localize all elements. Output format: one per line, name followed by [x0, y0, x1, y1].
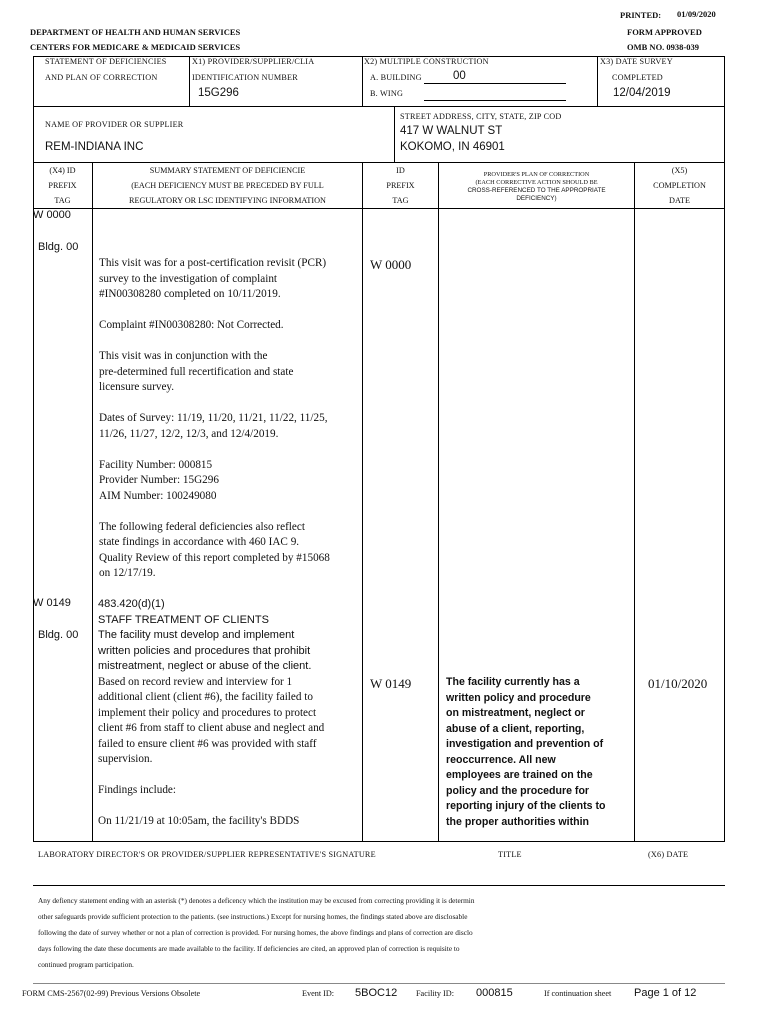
plan-line: the proper authorities within	[446, 815, 590, 828]
right-border	[724, 56, 725, 842]
plan-line: on mistreatment, neglect or	[446, 707, 585, 719]
x5-line-2: COMPLETION	[653, 181, 706, 190]
plan-line: policy and the procedure for	[446, 784, 590, 797]
provider-id-value: 15G296	[198, 87, 239, 99]
entry-bldg-1: Bldg. 00	[38, 241, 79, 253]
col-divider-4	[634, 162, 635, 842]
summary-line: pre-determined full recertification and state	[99, 365, 294, 378]
x4-line-2: PREFIX	[48, 181, 77, 190]
x1-label-1: X1) PROVIDER/SUPPLIER/CLIA	[192, 57, 315, 66]
event-id-value: 5BOC12	[355, 987, 398, 999]
summary-line	[99, 303, 330, 319]
divider-x1	[189, 56, 190, 106]
plan-line: abuse of a client, reporting,	[446, 722, 585, 735]
id-line-2: PREFIX	[386, 181, 415, 190]
col-x4-header	[33, 163, 92, 208]
finding-line: client #6 from staff to client abuse and neglect and	[98, 722, 325, 734]
summary-line: Facility Number: 000815	[99, 458, 213, 471]
x3-label-1: X3) DATE SURVEY	[600, 57, 673, 66]
row1-bottom	[33, 106, 725, 107]
entry-bldg-2: Bldg. 00	[38, 629, 79, 641]
plan-of-correction-text	[446, 675, 606, 830]
disclaimer-line: continued program participation.	[38, 960, 134, 969]
divider-x2	[362, 56, 363, 106]
survey-date-value: 12/04/2019	[613, 87, 671, 99]
page-number: Page 1 of 12	[634, 987, 697, 999]
department-title: DEPARTMENT OF HEALTH AND HUMAN SERVICES	[30, 27, 241, 37]
col-x5-header	[635, 163, 724, 208]
summary-line-2: (EACH DEFICIENCY MUST BE PRECEDED BY FULL	[131, 181, 324, 190]
regulation-line: STAFF TREATMENT OF CLIENTS	[98, 613, 269, 626]
facility-id-value: 000815	[476, 987, 513, 999]
regulation-line: 483.420(d)(1)	[98, 598, 165, 610]
summary-line: Complaint #IN00308280: Not Corrected.	[99, 319, 284, 331]
finding-line	[98, 768, 324, 784]
printed-label: PRINTED:	[620, 10, 662, 20]
regulation-line: written policies and procedures that prohibit	[98, 644, 311, 657]
x1-label-2: IDENTIFICATION NUMBER	[192, 73, 298, 82]
provider-name-label: NAME OF PROVIDER OR SUPPLIER	[45, 120, 184, 129]
printed-date: 01/09/2020	[677, 9, 716, 19]
address-label: STREET ADDRESS, CITY, STATE, ZIP COD	[400, 112, 562, 121]
summary-line	[99, 334, 330, 350]
summary-line: 11/26, 11/27, 12/2, 12/3, and 12/4/2019.	[99, 427, 279, 440]
provider-name-value: REM-INDIANA INC	[45, 141, 144, 153]
col-id-header	[363, 163, 438, 208]
plan-line-4: DEFICIENCY)	[516, 195, 557, 202]
summary-line: state findings in accordance with 460 IAC 9.	[99, 536, 300, 548]
disclaimer-line: days following the date these documents are made available to the facility. If deficiencies are cited, an approved plan of correction is requisite to	[38, 944, 460, 953]
omb-number: OMB NO. 0938-039	[627, 42, 700, 52]
plan-line: reporting injury of the clients to	[446, 800, 606, 812]
summary-line: The following federal deficiencies also reflect	[99, 520, 305, 533]
table-bottom	[33, 841, 725, 842]
finding-line: Findings include:	[98, 784, 177, 796]
finding-line	[98, 799, 324, 815]
title-label: TITLE	[498, 850, 522, 859]
date-label: (X6) DATE	[648, 850, 689, 859]
summary-line: This visit was for a post-certification revisit (PCR)	[99, 257, 327, 269]
col-divider-1	[92, 162, 93, 842]
summary-line: AIM Number: 100249080	[99, 489, 217, 502]
x2-title: X2) MULTIPLE CONSTRUCTION	[364, 57, 489, 66]
summary-line: #IN00308280 completed on 10/11/2019.	[99, 288, 281, 300]
continuation-label: If continuation sheet	[544, 989, 612, 998]
summary-line: survey to the investigation of complaint	[99, 272, 278, 285]
form-number: FORM CMS-2567(02-99) Previous Versions Obsolete	[22, 989, 201, 998]
x5-line-3: DATE	[669, 196, 690, 205]
finding-line: Based on record review and interview for 1	[98, 675, 293, 688]
plan-line-2: (EACH CORRECTIVE ACTION SHOULD BE	[475, 179, 598, 186]
summary-text-1	[99, 256, 330, 582]
divider-address	[394, 106, 395, 163]
centers-title: CENTERS FOR MEDICARE & MEDICAID SERVICES	[30, 42, 241, 52]
plan-line: written policy and procedure	[446, 691, 591, 704]
x4-line-1: (X4) ID	[49, 166, 76, 175]
finding-line: failed to ensure client #6 was provided with staff	[98, 737, 317, 750]
finding-line: On 11/21/19 at 10:05am, the facility's BDDS	[98, 815, 300, 827]
regulation-line: mistreatment, neglect or abuse of the client.	[98, 660, 312, 672]
building-underline	[424, 83, 566, 84]
statement-label-1: STATEMENT OF DEFICIENCIES	[45, 57, 167, 66]
finding-line: supervision.	[98, 753, 153, 765]
disclaimer-line: following the date of survey whether or not a plan of correction is provided. For nursing homes, the above findings and plans of correction are disclo	[38, 928, 473, 937]
x2-building-value: 00	[453, 70, 466, 82]
statement-label-2: AND PLAN OF CORRECTION	[45, 73, 158, 82]
x2-building-label: A. BUILDING	[370, 73, 422, 82]
x5-line-1: (X5)	[671, 166, 688, 175]
entry-right-tag-1: W 0000	[370, 257, 412, 272]
summary-line: Quality Review of this report completed by #15068	[99, 551, 330, 564]
disclaimer-text	[38, 893, 474, 973]
summary-line: This visit was in conjunction with the	[99, 350, 268, 362]
id-line-1: ID	[396, 166, 405, 175]
summary-line	[99, 504, 330, 520]
disclaimer-line: Any defiency statement ending with an asterisk (*) denotes a deficency which the institution may be excused from correcting providing it is determin	[38, 896, 475, 905]
col-plan-header	[439, 171, 634, 203]
summary-line-3: REGULATORY OR LSC IDENTIFYING INFORMATION	[129, 196, 326, 205]
summary-line: Provider Number: 15G296	[99, 474, 219, 486]
disclaimer-line: other safeguards provide sufficient protection to the patients. (see instructions.) Except for nursing homes, the findings stated above are disclosable	[38, 912, 468, 921]
completion-date-2: 01/10/2020	[648, 676, 708, 691]
signature-bottom	[33, 885, 725, 886]
divider-x3	[597, 56, 598, 106]
finding-line: additional client (client #6), the facility failed to	[98, 691, 313, 703]
address-line-2: KOKOMO, IN 46901	[400, 141, 505, 153]
entry-tag-1: W 0000	[33, 209, 71, 221]
plan-line-1: PROVIDER'S PLAN OF CORRECTION	[483, 171, 590, 178]
entry-right-tag-2: W 0149	[370, 676, 412, 691]
plan-line: The facility currently has a	[446, 676, 580, 688]
plan-line: reoccurrence. All new	[446, 753, 556, 766]
x3-label-2: COMPLETED	[612, 73, 663, 82]
col-divider-2	[362, 162, 363, 842]
id-line-3: TAG	[392, 196, 409, 205]
address-line-1: 417 W WALNUT ST	[400, 125, 503, 137]
finding-line: implement their policy and procedures to protect	[98, 706, 317, 719]
facility-id-label: Facility ID:	[416, 989, 454, 998]
plan-line: employees are trained on the	[446, 769, 593, 781]
regulation-line: The facility must develop and implement	[98, 629, 295, 641]
plan-line: investigation and prevention of	[446, 738, 604, 750]
summary-line: licensure survey.	[99, 381, 175, 393]
col-summary-header	[93, 163, 362, 208]
summary-line: Dates of Survey: 11/19, 11/20, 11/21, 11/22, 11/25,	[99, 412, 328, 424]
event-id-label: Event ID:	[302, 989, 335, 998]
summary-line	[99, 442, 330, 458]
header-row-bottom	[33, 208, 725, 209]
x2-wing-label: B. WING	[370, 89, 404, 98]
summary-line-1: SUMMARY STATEMENT OF DEFICIENCIE	[149, 166, 306, 175]
form-approved: FORM APPROVED	[627, 27, 702, 37]
summary-line	[99, 396, 330, 412]
summary-text-2	[98, 597, 324, 830]
summary-line: on 12/17/19.	[99, 567, 156, 579]
footer-line	[33, 983, 725, 984]
col-divider-3	[438, 162, 439, 842]
x4-line-3: TAG	[54, 196, 71, 205]
entry-tag-2: W 0149	[33, 597, 71, 609]
plan-line-3: CROSS-REFERENCED TO THE APPROPRIATE	[467, 187, 606, 194]
wing-underline	[424, 100, 566, 101]
signature-label: LABORATORY DIRECTOR'S OR PROVIDER/SUPPLIER REPRESENTATIVE'S SIGNATURE	[38, 850, 376, 859]
